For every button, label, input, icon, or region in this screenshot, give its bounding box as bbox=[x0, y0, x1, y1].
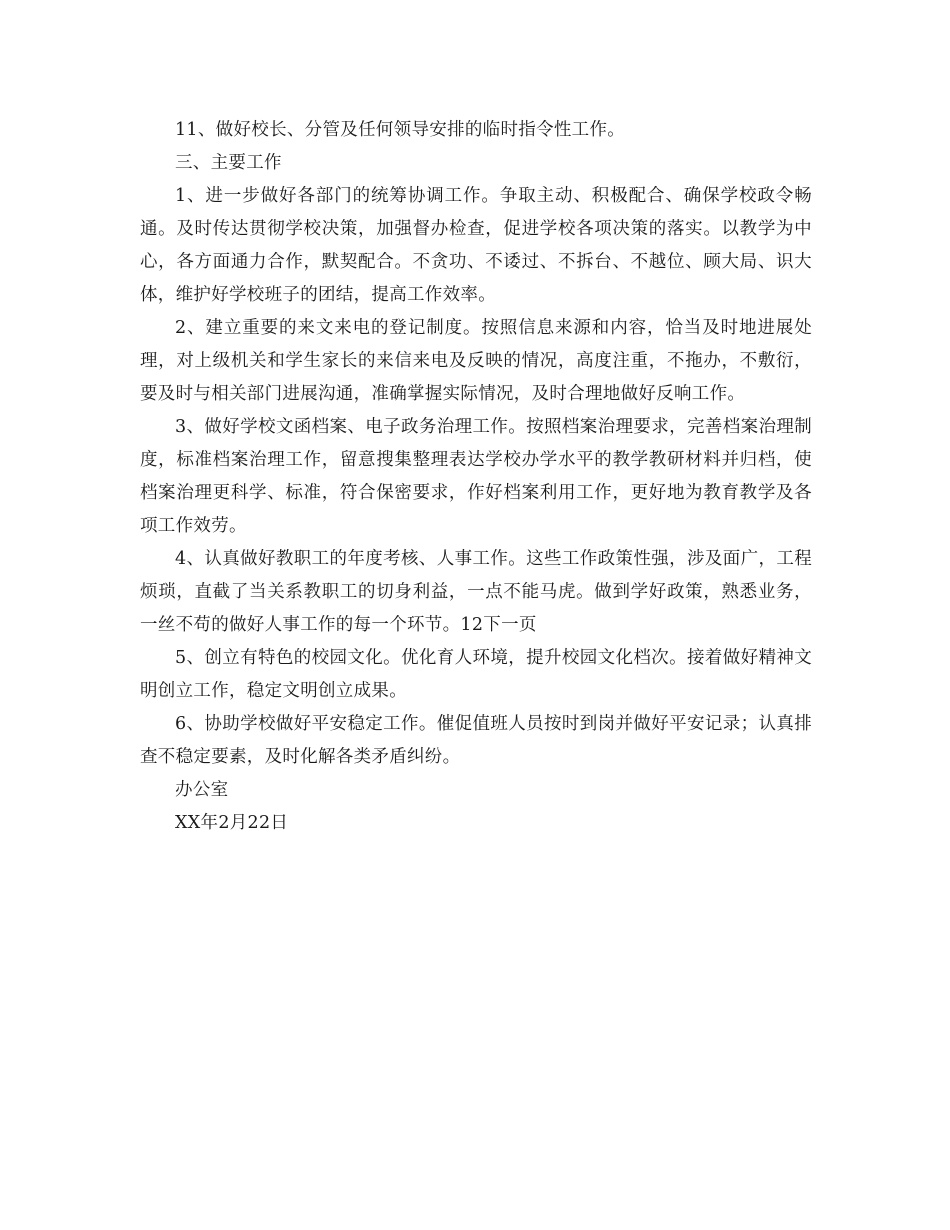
paragraph-item-2: 2、建立重要的来文来电的登记制度。按照信息来源和内容，恰当及时地进展处理，对上级机关和学生家长的来信来电及反映的情况，高度注重，不拖办，不敷衍，要及时与相关部门进展沟通，准确掌握实际情况，及时合理地做好反响工作。 bbox=[140, 318, 812, 404]
document-page bbox=[140, 114, 812, 840]
paragraph-item-1: 1、进一步做好各部门的统筹协调工作。争取主动、积极配合、确保学校政令畅通。及时传达贯彻学校决策，加强督办检查，促进学校各项决策的落实。以教学为中心，各方面通力合作，默契配合。不贪功、不诿过、不拆台、不越位、顾大局、识大体，维护好学校班子的团结，提高工作效率。 bbox=[140, 186, 812, 305]
paragraph-item-5: 5、创立有特色的校园文化。优化育人环境，提升校园文化档次。接着做好精神文明创立工作，稳定文明创立成果。 bbox=[140, 648, 812, 701]
signature-office: 办公室 bbox=[175, 780, 229, 800]
paragraph-item-4: 4、认真做好教职工的年度考核、人事工作。这些工作政策性强，涉及面广，工程烦琐，直截了当关系教职工的切身利益，一点不能马虎。做到学好政策，熟悉业务，一丝不苟的做好人事工作的每一个环节。12下一页 bbox=[140, 549, 812, 635]
paragraph-item-3: 3、做好学校文函档案、电子政务治理工作。按照档案治理要求，完善档案治理制度，标准档案治理工作，留意搜集整理表达学校办学水平的教学教研材料并归档，使档案治理更科学、标准，符合保密要求，作好档案利用工作，更好地为教育教学及各项工作效劳。 bbox=[140, 417, 812, 536]
paragraph-item-11: 11、做好校长、分管及任何领导安排的临时指令性工作。 bbox=[175, 120, 626, 140]
section-heading-main-work: 三、主要工作 bbox=[175, 153, 282, 173]
signature-date: XX年2月22日 bbox=[175, 813, 289, 833]
paragraph-item-6: 6、协助学校做好平安稳定工作。催促值班人员按时到岗并做好平安记录；认真排查不稳定要素，及时化解各类矛盾纠纷。 bbox=[140, 714, 812, 767]
